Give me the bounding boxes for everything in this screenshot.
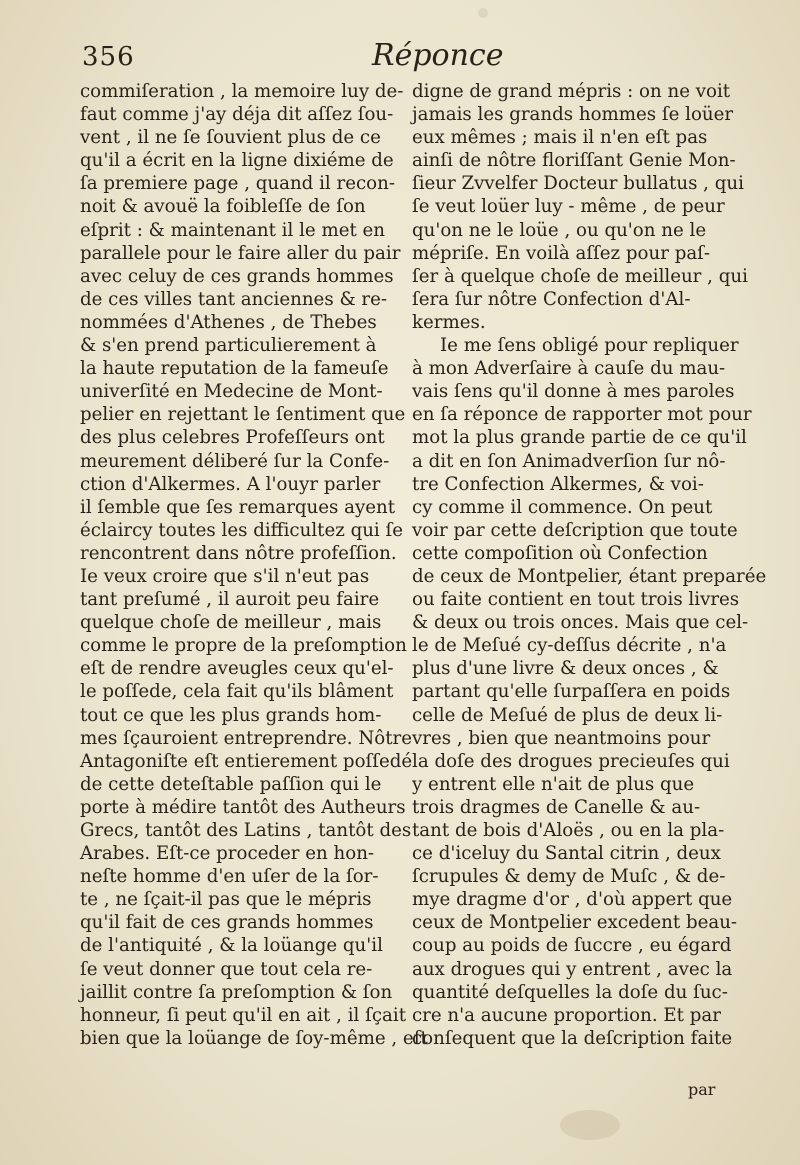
text-line: de ceux de Montpelier, étant preparée xyxy=(412,565,767,587)
left-text-column xyxy=(80,80,428,1050)
text-line: ſe veut loüer luy - même , de peur xyxy=(412,196,725,218)
text-line: plus d'une livre & deux onces , & xyxy=(412,658,719,680)
text-line: Arabes. Eſt-ce proceder en hon- xyxy=(80,843,375,865)
text-line: de l'antiquité , & la loüange qu'il xyxy=(80,935,383,957)
text-line: meurement déliberé ſur la Confe- xyxy=(80,450,390,472)
text-line: ou faite contient en tout trois livres xyxy=(412,589,740,611)
text-line: nommées d'Athenes , de Thebes xyxy=(80,311,377,333)
page-header xyxy=(82,38,728,78)
text-line: neſte homme d'en uſer de la ſor- xyxy=(80,866,379,888)
text-line: cette compoſition où Confection xyxy=(412,542,708,564)
text-line: ſcrupules & demy de Muſc , & de- xyxy=(412,866,726,888)
text-line: qu'il fait de ces grands hommes xyxy=(80,912,374,934)
text-line: Antagoniſte eſt entierement poſſedé xyxy=(80,750,413,772)
paper-stain xyxy=(560,1110,620,1140)
text-line: trois dragmes de Canelle & au- xyxy=(412,796,701,818)
text-line: quantité deſquelles la doſe du ſuc- xyxy=(412,981,728,1003)
right-text-column xyxy=(412,80,767,1050)
text-line: eux mêmes ; mais il n'en eſt pas xyxy=(412,127,708,149)
text-line: jamais les grands hommes ſe loüer xyxy=(412,104,734,126)
text-line: ſieur Zvvelfer Docteur bullatus , qui xyxy=(412,173,744,195)
text-line: faut comme j'ay déja dit aſſez ſou- xyxy=(80,104,394,126)
text-line: vent , il ne ſe ſouvient plus de ce xyxy=(80,127,381,149)
text-line: ſa premiere page , quand il recon- xyxy=(80,173,395,195)
text-line: le de Meſué cy-deſſus décrite , n'a xyxy=(412,635,727,657)
catchword: par xyxy=(688,1080,716,1099)
text-line: ſe veut donner que tout cela re- xyxy=(80,958,373,980)
text-line: il ſemble que ſes remarques ayent xyxy=(80,496,396,518)
running-title: Réponce xyxy=(372,38,504,73)
text-line: ſera ſur nôtre Confection d'Al- xyxy=(412,288,691,310)
text-line: à mon Adverſaire à cauſe du mau- xyxy=(412,358,726,380)
text-line: tant de bois d'Aloës , ou en la pla- xyxy=(412,820,725,841)
text-line: qu'il a écrit en la ligne dixiéme de xyxy=(80,150,394,172)
page-number: 356 xyxy=(82,42,135,72)
text-line: & deux ou trois onces. Mais que cel- xyxy=(412,612,749,634)
text-line: digne de grand mépris : on ne voit xyxy=(412,81,731,102)
text-line: Ie me ſens obligé pour repliquer xyxy=(440,335,739,357)
text-line: univerſité en Medecine de Mont- xyxy=(80,381,383,403)
text-line: qu'on ne le loüe , ou qu'on ne le xyxy=(412,219,707,241)
text-line: rencontrent dans nôtre profeſſion. xyxy=(80,542,397,564)
text-line: bien que la loüange de ſoy-même , eſt xyxy=(80,1027,428,1049)
text-line: le poſſede, cela fait qu'ils blâment xyxy=(80,681,394,703)
text-line: mot la plus grande partie de ce qu'il xyxy=(412,427,747,449)
text-line: ction d'Alkermes. A l'ouyr parler xyxy=(80,473,381,495)
text-line: des plus celebres Profeſſeurs ont xyxy=(80,427,385,449)
text-line: conſequent que la deſcription faite xyxy=(412,1027,733,1049)
text-line: Grecs, tantôt des Latins , tantôt des xyxy=(80,820,412,841)
text-line: partant qu'elle ſurpaſſera en poids xyxy=(412,681,731,703)
text-line: mépriſe. En voilà aſſez pour paſ- xyxy=(412,242,711,264)
text-line: noit & avouë la foibleſſe de ſon xyxy=(80,196,366,218)
text-line: Ie veux croire que s'il n'eut pas xyxy=(80,565,370,587)
text-line: eſprit : & maintenant il le met en xyxy=(80,219,386,241)
text-line: en ſa réponce de rapporter mot pour xyxy=(412,404,752,426)
text-line: tre Confection Alkermes, & voi- xyxy=(412,473,704,495)
text-line: la doſe des drogues precieuſes qui xyxy=(412,750,730,772)
text-line: commiſeration , la memoire luy de- xyxy=(80,81,404,102)
text-line: avec celuy de ces grands hommes xyxy=(80,265,394,287)
text-line: de ces villes tant anciennes & re- xyxy=(80,288,388,310)
text-line: ceux de Montpelier excedent beau- xyxy=(412,912,738,934)
text-line: mye dragme d'or , d'où appert que xyxy=(412,889,733,911)
text-line: & s'en prend particulierement à xyxy=(80,335,377,357)
text-line: jaillit contre ſa preſomption & ſon xyxy=(80,981,393,1003)
text-line: ſer à quelque choſe de meilleur , qui xyxy=(412,265,748,287)
text-line: y entrent elle n'ait de plus que xyxy=(412,773,695,795)
text-line: de cette deteſtable paſſion qui le xyxy=(80,773,382,795)
text-line: parallele pour le faire aller du pair xyxy=(80,242,401,264)
text-line: pelier en rejettant le ſentiment que xyxy=(80,404,406,426)
text-line: cy comme il commence. On peut xyxy=(412,496,713,518)
text-line: ce d'iceluy du Santal citrin , deux xyxy=(412,843,721,865)
text-line: voir par cette deſcription que toute xyxy=(412,519,738,541)
text-line: a dit en ſon Animadverſion ſur nô- xyxy=(412,450,726,472)
text-line: celle de Meſué de plus de deux li- xyxy=(412,704,723,726)
text-line: mes ſçauroient entreprendre. Nôtre xyxy=(80,727,412,749)
text-line: quelque choſe de meilleur , mais xyxy=(80,612,382,634)
text-line: cre n'a aucune proportion. Et par xyxy=(412,1004,721,1026)
text-line: kermes. xyxy=(412,311,486,333)
text-line: vres , bien que neantmoins pour xyxy=(412,727,711,749)
text-line: eſt de rendre aveugles ceux qu'el- xyxy=(80,658,394,680)
text-line: vais ſens qu'il donne à mes paroles xyxy=(412,381,735,403)
text-line: honneur, ſi peut qu'il en ait , il ſçait xyxy=(80,1004,407,1026)
ink-spot xyxy=(478,8,488,18)
text-line: te , ne ſçait-il pas que le mépris xyxy=(80,889,372,911)
text-line: tant preſumé , il auroit peu faire xyxy=(80,589,380,611)
text-line: la haute reputation de la fameuſe xyxy=(80,358,389,380)
text-line: tout ce que les plus grands hom- xyxy=(80,704,382,726)
text-line: ainſi de nôtre floriſſant Genie Mon- xyxy=(412,150,736,172)
text-line: coup au poids de ſuccre , eu égard xyxy=(412,935,732,957)
text-line: porte à médire tantôt des Autheurs xyxy=(80,796,406,818)
text-line: aux drogues qui y entrent , avec la xyxy=(412,958,733,980)
text-line: comme le propre de la preſomption xyxy=(80,635,407,657)
text-line: éclaircy toutes les difficultez qui ſe xyxy=(80,519,404,541)
